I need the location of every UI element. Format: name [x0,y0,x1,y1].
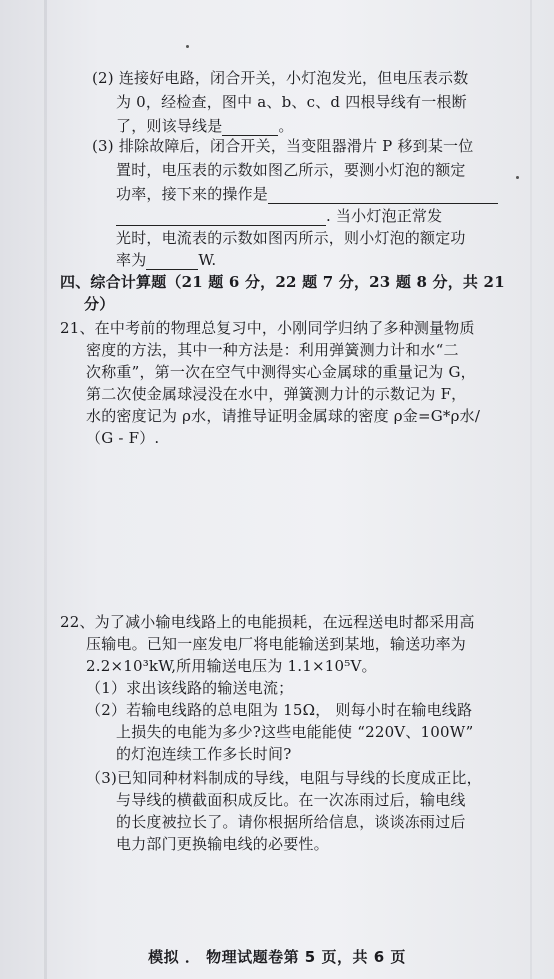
q-cont-p3-line6 [116,250,216,270]
q22-part2-line2: 上损失的电能为多少?这些电能能使 “220V、100W” [116,723,474,741]
q-cont-p3-line2: 置时，电压表的示数如图乙所示，要测小灯泡的额定 [116,161,466,179]
q22-part2-line1: （2）若输电线路的总电阻为 15Ω， 则每小时在输电线路 [86,701,473,719]
answer-blank[interactable] [222,121,278,136]
scan-speck [516,176,519,179]
q-cont-p2-line3-end: 。 [278,117,294,135]
q22-part2-line3: 的灯泡连续工作多长时间? [116,745,292,763]
answer-blank[interactable] [146,255,198,270]
q22-part1: （1）求出该线路的输送电流； [86,679,294,697]
q21-line6: （G - F）. [86,429,160,447]
answer-blank[interactable] [116,211,326,226]
q-cont-p2-line2: 为 0，经检查，图中 a、b、c、d 四根导线有一根断 [116,93,467,111]
q-cont-p3-line5: 光时，电流表的示数如图丙所示，则小灯泡的额定功 [116,229,466,247]
page-footer: 模拟 ． 物理试题卷第 5 页，共 6 页 [148,948,406,966]
q21-line1: 21、在中考前的物理总复习中，小刚同学归纳了多种测量物质 [60,319,475,337]
q21-line4: 第二次使金属球浸没在水中，弹簧测力计的示数记为 F， [86,385,467,403]
q-cont-p3-line3 [116,184,498,204]
q21-line2: 密度的方法，其中一种方法是：利用弹簧测力计和水“二 [86,341,459,359]
section-title-cont: 分） [84,295,115,313]
q22-line3: 2.2×10³kW,所用输送电压为 1.1×10⁵V。 [86,657,377,675]
q-cont-p3-line4-text: . 当小灯泡正常发 [326,207,443,225]
q-cont-p3-line6-unit: W. [198,251,217,269]
q-cont-p3-line4 [116,206,442,226]
q-cont-p2-line1: (2) 连接好电路，闭合开关，小灯泡发光，但电压表示数 [92,69,469,87]
q22-part3-line2: 与导线的横截面积成反比。在一次冻雨过后，输电线 [116,791,466,809]
q22-part3-line3: 的长度被拉长了。请你根据所给信息，谈谈冻雨过后 [116,813,466,831]
scan-speck [186,45,189,48]
q22-part3-line1: （3)已知同种材料制成的导线，电阻与导线的长度成正比， [86,769,482,787]
q-cont-p2-line3-text: 了，则该导线是 [116,117,223,135]
answer-blank[interactable] [268,189,498,204]
q22-line1: 22、为了减小输电线路上的电能损耗，在远程送电时都采用高 [60,613,475,631]
section-title: 四、综合计算题（21 题 6 分，22 题 7 分，23 题 8 分，共 21 [60,273,505,291]
q22-part3-line4: 电力部门更换输电线的必要性。 [116,835,329,853]
q-cont-p2-line3 [116,116,294,136]
q21-line3: 次称重”，第一次在空气中测得实心金属球的重量记为 G， [86,363,476,381]
q-cont-p3-line3-text: 功率，接下来的操作是 [116,185,269,203]
q-cont-p3-line1: (3) 排除故障后，闭合开关，当变阻器滑片 P 移到某一位 [92,137,474,155]
page-fold-shadow [44,0,47,979]
q21-line5: 水的密度记为 ρ水，请推导证明金属球的密度 ρ金=G*ρ水/ [86,407,481,425]
q22-line2: 压输电。已知一座发电厂将电能输送到某地，输送功率为 [86,635,467,653]
page-fold-shadow-right [530,0,532,979]
q-cont-p3-line6-text: 率为 [116,251,147,269]
